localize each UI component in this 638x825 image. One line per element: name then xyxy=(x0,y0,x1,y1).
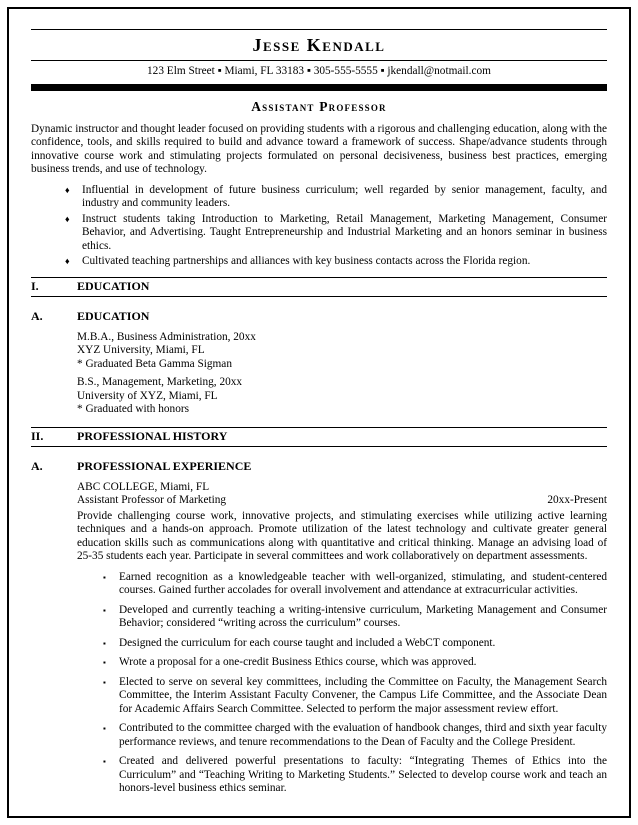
summary-bullet-text: Instruct students taking Introduction to Marketing, Retail Management, Marketing Management, Consumer Behavior, and Advertising. Taught Entrepreneurship and Industrial Marketing and an honors seminar in business ethics. xyxy=(82,212,607,252)
experience-bullet-item xyxy=(77,722,607,749)
honor-line: * Graduated Beta Gamma Sigman xyxy=(77,357,232,370)
degree-line: B.S., Management, Marketing, 20xx xyxy=(77,376,243,388)
square-bullet-icon: ▪ xyxy=(103,638,106,648)
square-bullet-icon: ▪ xyxy=(103,677,106,687)
subsection-letter: A. xyxy=(31,458,43,473)
square-bullet-icon: ▪ xyxy=(103,757,106,766)
experience-bullet-list xyxy=(77,571,607,796)
diamond-bullet-icon: ♦ xyxy=(65,184,70,195)
degree-line: M.B.A., Business Administration, 20xx xyxy=(77,330,256,343)
resume-title: Assistant Professor xyxy=(251,98,387,114)
subsection-label: PROFESSIONAL EXPERIENCE xyxy=(77,458,252,473)
job-title-row xyxy=(77,494,607,508)
subsection-label: EDUCATION xyxy=(77,308,150,323)
candidate-name: Jesse Kendall xyxy=(252,35,386,55)
experience-bullet-item xyxy=(77,755,607,796)
section-heading-education xyxy=(31,278,607,296)
job-dates: 20xx-Present xyxy=(547,494,607,506)
degree-entry xyxy=(77,331,607,372)
summary-bullet-text: Cultivated teaching partnerships and alliances with key business contacts across the Florida region. xyxy=(82,255,531,267)
experience-bullet-text: Created and delivered powerful presentations to faculty: “Integrating Themes of Ethics into the Curriculum” and “Teaching Writing to Marketing Students.” Selected to develop course work and teach an honors-level business ethics seminar. xyxy=(119,755,607,794)
section-number: II. xyxy=(31,428,44,443)
section-education-bottom-rule xyxy=(31,296,607,297)
summary-paragraph: Dynamic instructor and thought leader focused on providing students with a rigorous and challenging education, along with the confidence, tools, and skills required to build and advance toward a framework of success. Shape/advance students through innovative course work and stimulating projects formulated on personal decisiveness, business best practices, emerging business trends, and use of technology. xyxy=(31,122,608,175)
job-title: Assistant Professor of Marketing xyxy=(77,494,227,506)
experience-bullet-item xyxy=(77,571,607,598)
section-label: EDUCATION xyxy=(77,278,150,293)
section-label: PROFESSIONAL HISTORY xyxy=(77,428,228,443)
summary-bullet-text: Influential in development of future business curriculum; well regarded by senior management, faculty, and industry and community leaders. xyxy=(82,183,607,209)
section-history xyxy=(31,427,607,447)
diamond-bullet-icon: ♦ xyxy=(65,213,70,224)
subsection-heading-education xyxy=(31,309,607,324)
page-border-frame xyxy=(7,7,631,818)
experience-bullet-text: Designed the curriculum for each course taught and included a WebCT component. xyxy=(119,636,496,649)
school-line: XYZ University, Miami, FL xyxy=(77,344,205,356)
experience-bullet-item xyxy=(77,656,607,670)
experience-paragraph: Provide challenging course work, innovative projects, and stimulating exercises while utilizing active learning techniques and a hands-on approach. Promote utilization of the latest technology and cultivate greater general education skills such as communications along with quantitative and critical thinking. Manage an advising load of 25-35 students each year. Participate in several committees and work collaboratively on department assessments. xyxy=(77,509,607,562)
subsection-heading-experience xyxy=(31,459,607,474)
diamond-bullet-icon: ♦ xyxy=(65,256,70,266)
square-bullet-icon: ▪ xyxy=(103,724,106,733)
contact-line: 123 Elm Street ▪ Miami, FL 33183 ▪ 305-555-5555 ▪ jkendall@notmail.com xyxy=(147,65,491,77)
summary-bullet-item xyxy=(31,255,607,269)
experience-bullet-text: Elected to serve on several key committees, including the Committee on Faculty, the Management Search Committee, the Interim Assistant Faculty Convener, the Campus Life Committee, and the Associate Dean for Academic Affairs Search Committee. Selected to perform the major assessment review effort. xyxy=(119,675,607,715)
experience-bullet-text: Earned recognition as a knowledgeable teacher with well-organized, stimulating, and student-centered courses. Gained further accolades for overall involvement and attendance at extracurricular activities. xyxy=(119,570,607,596)
section-number: I. xyxy=(31,278,39,293)
square-bullet-icon: ▪ xyxy=(103,605,106,615)
header-thick-bar xyxy=(31,84,607,91)
section-history-bottom-rule xyxy=(31,446,607,447)
honor-line: * Graduated with honors xyxy=(77,403,190,415)
summary-bullet-list xyxy=(31,184,607,269)
degree-entry xyxy=(77,376,607,417)
section-heading-history xyxy=(31,428,607,446)
education-entries xyxy=(77,331,607,417)
experience-bullet-item xyxy=(77,604,607,631)
experience-bullet-text: Contributed to the committee charged with the evaluation of handbook changes, third and sixth year faculty performance reviews, and tenure recommendations to the Dean of Faculty and the College President. xyxy=(119,722,607,748)
subsection-letter: A. xyxy=(31,308,43,323)
square-bullet-icon: ▪ xyxy=(103,658,106,667)
summary-bullet-item xyxy=(31,213,607,254)
experience-bullet-item xyxy=(77,676,607,717)
square-bullet-icon: ▪ xyxy=(103,572,106,582)
experience-bullet-text: Wrote a proposal for a one-credit Business Ethics course, which was approved. xyxy=(119,656,477,668)
school-line: University of XYZ, Miami, FL xyxy=(77,389,218,402)
employer-line: ABC COLLEGE, Miami, FL xyxy=(77,480,210,493)
experience-entry xyxy=(77,481,607,796)
summary-bullet-item xyxy=(31,184,607,211)
experience-bullet-item xyxy=(77,637,607,651)
experience-bullet-text: Developed and currently teaching a writing-intensive curriculum, Marketing Management and Consumer Behavior; considered “writing across the curriculum” courses. xyxy=(119,603,607,629)
